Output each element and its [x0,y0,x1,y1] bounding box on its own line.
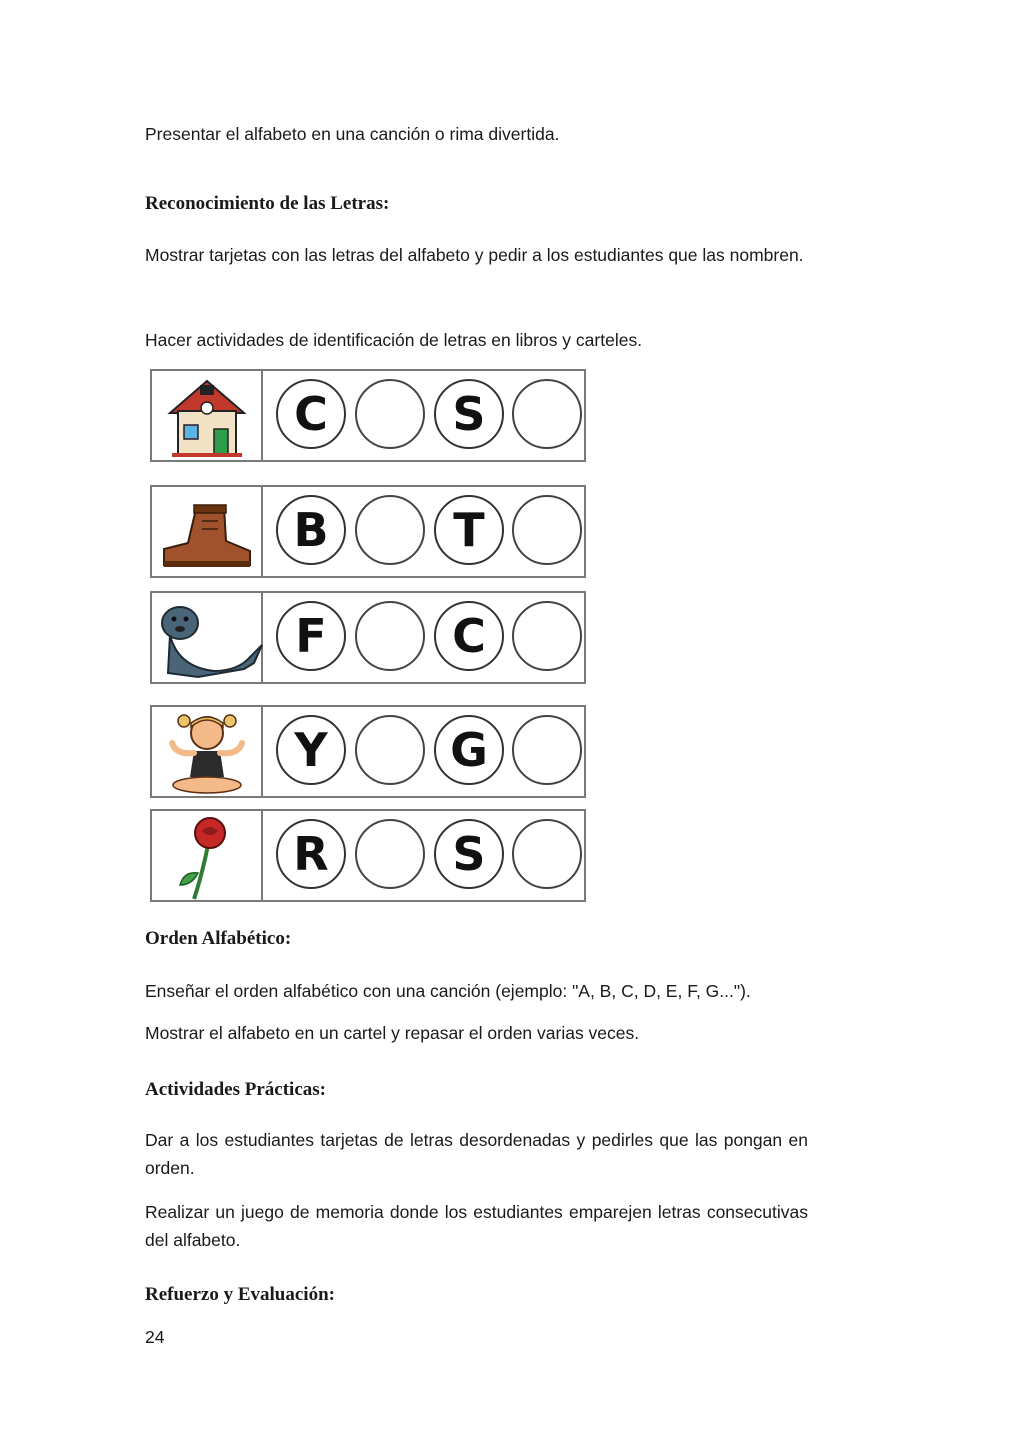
paragraph-cancion: Enseñar el orden alfabético con una canción (ejemplo: "A, B, C, D, E, F, G..."). [145,981,751,1001]
heading-reconocimiento: Reconocimiento de las Letras: [145,193,390,214]
worksheet-row [150,485,586,578]
empty-answer-circle[interactable] [512,495,582,565]
page-number: 24 [145,1327,165,1347]
letter-circle: Y [276,715,346,785]
letter-circle: S [434,819,504,889]
paragraph-tarjetas-desordenadas: Dar a los estudiantes tarjetas de letras desordenadas y pedirles que las pongan en orden. [145,1130,808,1178]
heading-actividades-practicas: Actividades Prácticas: [145,1079,326,1100]
letter-circle: R [276,819,346,889]
heading-refuerzo-evaluacion: Refuerzo y Evaluación: [145,1284,335,1305]
empty-answer-circle[interactable] [512,819,582,889]
empty-answer-circle[interactable] [355,601,425,671]
worksheet-row [150,705,586,798]
letter-circle: C [434,601,504,671]
intro-paragraph: Presentar el alfabeto en una canción o rima divertida. [145,124,560,144]
house-icon [158,375,256,459]
empty-answer-circle[interactable] [512,601,582,671]
worksheet-row [150,369,586,462]
empty-answer-circle[interactable] [512,715,582,785]
paragraph-tarjetas: Mostrar tarjetas con las letras del alfabeto y pedir a los estudiantes que las nombren. [145,245,804,265]
empty-answer-circle[interactable] [512,379,582,449]
empty-answer-circle[interactable] [355,819,425,889]
letter-circle: S [434,379,504,449]
seal-icon [158,597,264,681]
heading-orden-alfabetico: Orden Alfabético: [145,928,292,949]
boot-icon [158,491,256,575]
paragraph-juego-memoria: Realizar un juego de memoria donde los estudiantes emparejen letras consecutivas del alfabeto. [145,1202,808,1250]
empty-answer-circle[interactable] [355,715,425,785]
letter-circle: B [276,495,346,565]
letter-circle: T [434,495,504,565]
letter-worksheet [150,367,590,907]
letter-circle: G [434,715,504,785]
letter-circle: F [276,601,346,671]
worksheet-row [150,591,586,684]
empty-answer-circle[interactable] [355,495,425,565]
girl-yoga-icon [158,711,256,795]
empty-answer-circle[interactable] [355,379,425,449]
letter-circle: C [276,379,346,449]
worksheet-row [150,809,586,902]
rose-icon [158,815,256,901]
paragraph-cartel: Mostrar el alfabeto en un cartel y repasar el orden varias veces. [145,1023,640,1043]
paragraph-identificacion: Hacer actividades de identificación de letras en libros y carteles. [145,330,643,350]
